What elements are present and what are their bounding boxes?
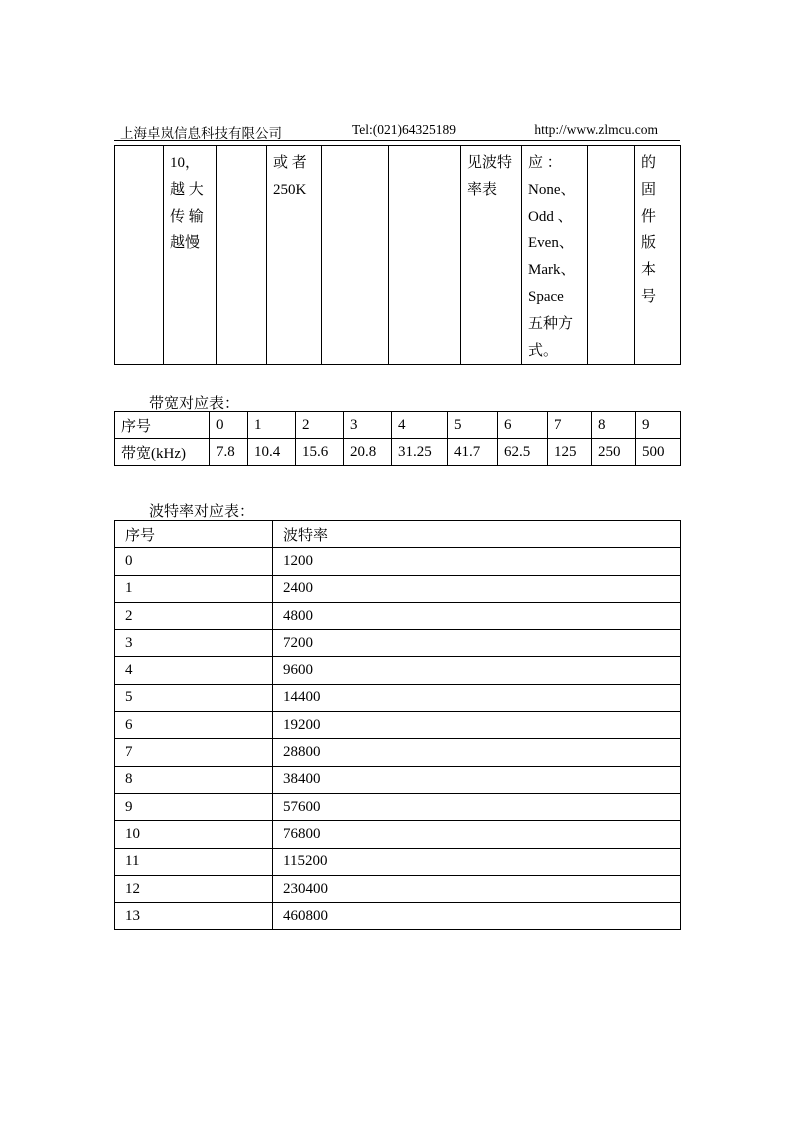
baudrate-table-caption: 波特率对应表：: [149, 504, 255, 520]
table-row: [115, 739, 681, 766]
table-cell: 4: [392, 412, 448, 439]
table-cell: 0: [210, 412, 248, 439]
baudrate-table: [114, 520, 681, 930]
table-cell: 6: [115, 712, 273, 739]
table-cell: 62.5: [498, 439, 548, 466]
table-cell: 6: [498, 412, 548, 439]
table-cell: [164, 146, 217, 365]
header-divider: [114, 140, 680, 141]
table-cell: 7200: [273, 630, 681, 657]
bandwidth-table: [114, 411, 681, 466]
cell-line: 五种方: [528, 315, 574, 332]
bandwidth-table-caption: 带宽对应表：: [149, 396, 240, 412]
table-cell: 10.4: [248, 439, 296, 466]
table-row: [115, 657, 681, 684]
table-cell: 250: [592, 439, 636, 466]
table-cell: 15.6: [296, 439, 344, 466]
cell-line: 越 大: [170, 181, 204, 198]
table-cell: 31.25: [392, 439, 448, 466]
table-cell: 41.7: [448, 439, 498, 466]
cell-line: 式。: [528, 342, 559, 359]
table-cell: 2400: [273, 575, 681, 602]
table-row: [115, 630, 681, 657]
table-cell: 57600: [273, 793, 681, 820]
table-row: [115, 146, 681, 365]
table-header-cell: 带宽(kHz): [115, 439, 210, 466]
table-cell: 1: [248, 412, 296, 439]
cell-line: 10，: [170, 155, 201, 171]
cell-line: 版: [641, 235, 657, 252]
cell-line: 件: [641, 208, 657, 225]
table-header-row: [115, 521, 681, 548]
cell-line: Space: [528, 288, 564, 305]
table-cell: 5: [448, 412, 498, 439]
table-cell: 500: [636, 439, 681, 466]
table-cell: 38400: [273, 766, 681, 793]
table-header-cell: 波特率: [273, 521, 681, 548]
table-cell: [461, 146, 522, 365]
header-tel: Tel:(021)64325189: [352, 122, 457, 137]
cell-line: 本: [641, 262, 657, 279]
table-cell: 13: [115, 903, 273, 930]
table-cell: 7.8: [210, 439, 248, 466]
table-cell: [322, 146, 389, 365]
table-row: [115, 848, 681, 875]
table-cell: 5: [115, 684, 273, 711]
table-cell: 3: [115, 630, 273, 657]
table-header-cell: 序号: [115, 521, 273, 548]
table-header-cell: 序号: [115, 412, 210, 439]
cell-line: None、: [528, 181, 576, 198]
table-cell: 1200: [273, 548, 681, 575]
cell-line: 应 ：: [528, 155, 562, 171]
cell-line: 率表: [467, 181, 498, 198]
table-cell: 4: [115, 657, 273, 684]
table-cell: 28800: [273, 739, 681, 766]
cell-line: 见波特: [467, 155, 513, 171]
table-cell: 11: [115, 848, 273, 875]
table-cell: [588, 146, 635, 365]
table-cell: 8: [115, 766, 273, 793]
table-cell: [267, 146, 322, 365]
table-cell: 1: [115, 575, 273, 602]
table-row: [115, 903, 681, 930]
table-row: [115, 684, 681, 711]
table-cell: [217, 146, 267, 365]
table-row: [115, 766, 681, 793]
table-cell: 125: [548, 439, 592, 466]
table-cell: [389, 146, 461, 365]
cell-line: 号: [641, 288, 657, 305]
table-cell: 2: [115, 602, 273, 629]
cell-line: 越慢: [170, 235, 201, 252]
header-company: 上海卓岚信息科技有限公司: [120, 126, 282, 141]
page-header: [120, 120, 658, 140]
table-cell: 14400: [273, 684, 681, 711]
table-row: [115, 439, 681, 466]
table-cell: 9: [636, 412, 681, 439]
table-cell: [115, 146, 164, 365]
table-cell: 8: [592, 412, 636, 439]
table-cell: 10: [115, 821, 273, 848]
header-url: http://www.zlmcu.com: [534, 122, 658, 137]
table-row: [115, 821, 681, 848]
cell-line: Even、: [528, 235, 574, 252]
table-cell: 115200: [273, 848, 681, 875]
table-cell: 20.8: [344, 439, 392, 466]
cell-line: 传 输: [170, 208, 204, 225]
table-row: [115, 412, 681, 439]
table-cell: 230400: [273, 875, 681, 902]
cell-line: 250K: [273, 181, 307, 198]
table-cell: 19200: [273, 712, 681, 739]
table-row: [115, 875, 681, 902]
table-cell: [635, 146, 681, 365]
cell-line: 或 者: [273, 155, 307, 171]
table-cell: 460800: [273, 903, 681, 930]
cell-line: Mark、: [528, 262, 576, 279]
table-cell: 7: [115, 739, 273, 766]
table-cell: 12: [115, 875, 273, 902]
table-cell: 7: [548, 412, 592, 439]
table-row: [115, 575, 681, 602]
table-cell: 2: [296, 412, 344, 439]
cell-line: 固: [641, 181, 657, 198]
parameter-table-continuation: [114, 145, 681, 365]
table-cell: 9600: [273, 657, 681, 684]
table-row: [115, 793, 681, 820]
table-row: [115, 602, 681, 629]
table-cell: 9: [115, 793, 273, 820]
table-cell: 0: [115, 548, 273, 575]
table-row: [115, 712, 681, 739]
table-row: [115, 548, 681, 575]
table-cell: [522, 146, 588, 365]
table-cell: 76800: [273, 821, 681, 848]
cell-line: 的: [641, 155, 657, 171]
cell-line: Odd 、: [528, 208, 573, 225]
table-cell: 4800: [273, 602, 681, 629]
table-cell: 3: [344, 412, 392, 439]
